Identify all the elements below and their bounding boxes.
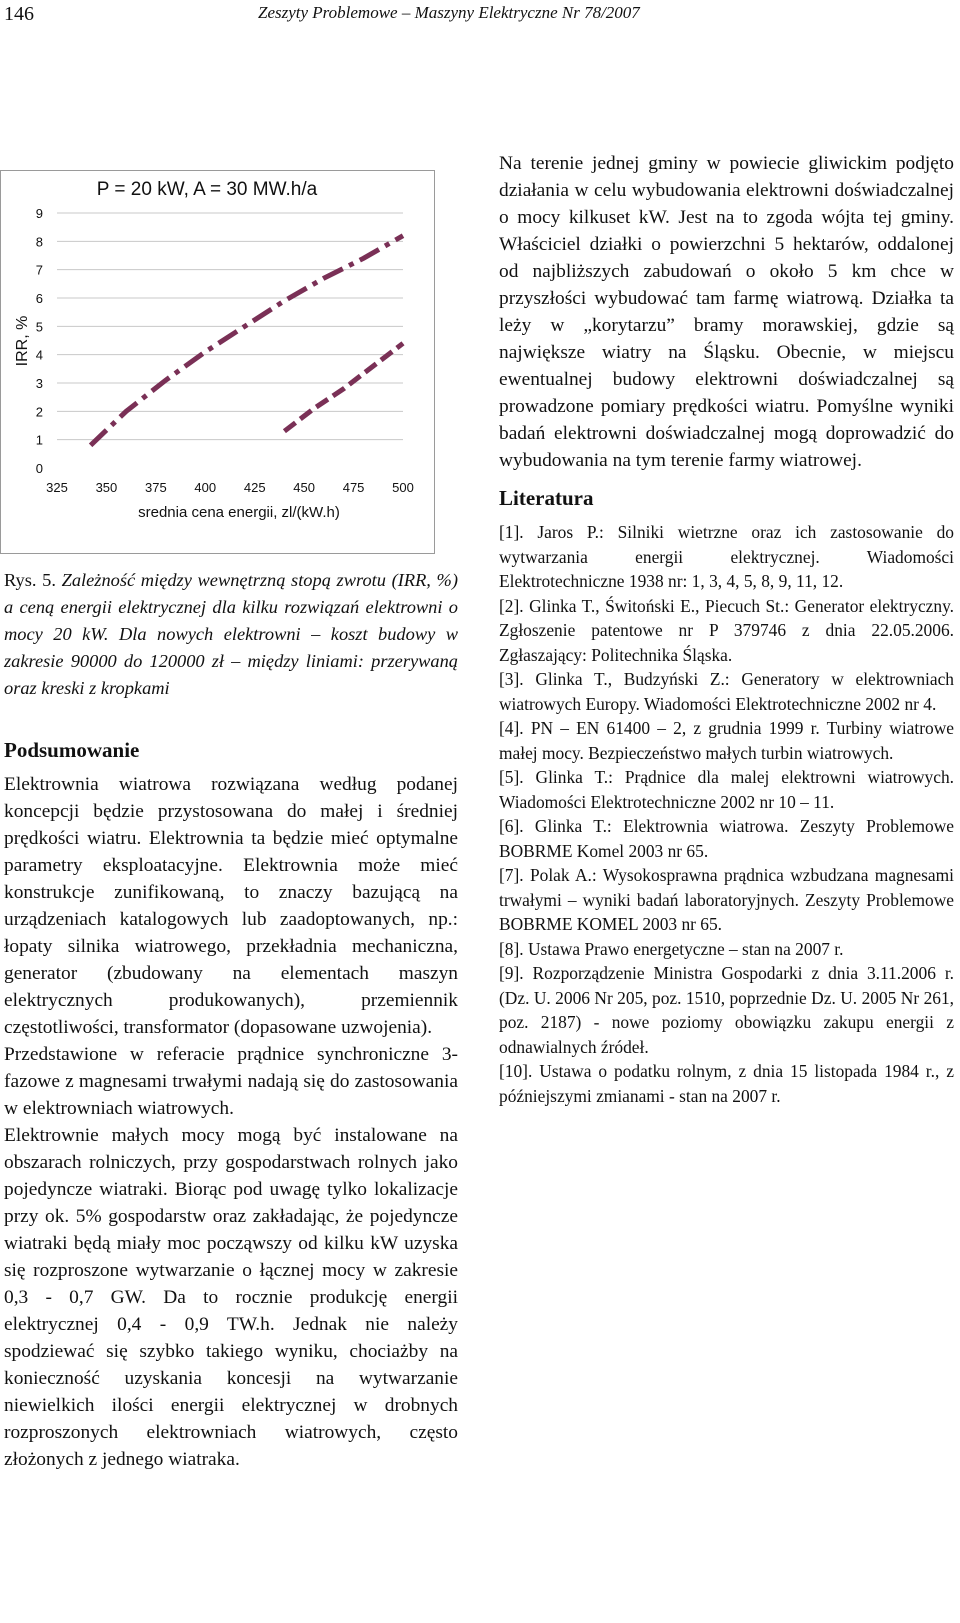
chart-y-axis-label: IRR, % [14,315,31,367]
chart-x-tick-label: 475 [342,480,365,495]
reference-item: [6]. Glinka T.: Elektrownia wiatrowa. Zeszyty Problemowe BOBRME Komel 2003 nr 65. [499,816,954,861]
chart-y-tick-label: 6 [35,291,43,306]
reference-item: [10]. Ustawa o podatku rolnym, z dnia 15 listopada 1984 r., z późniejszymi zmianami - stan na 2007 r. [499,1061,954,1106]
reference-item: [7]. Polak A.: Wysokosprawna prądnica wzbudzana magnesami trwałymi – wyniki badań laboratoryjnych. Zeszyty Problemowe BOBRME KOMEL 2003 nr 65. [499,865,954,934]
reference-item: [2]. Glinka T., Świtoński E., Piecuch St.: Generator elektryczny. Zgłoszenie patentowe nr P 379746 z dnia 22.05.2006. Zgłaszający: Politechnika Śląska. [499,595,954,665]
chart-x-tick-label: 425 [243,480,266,495]
summary-paragraph: Elektrownie małych mocy mogą być instalowane na obszarach rolniczych, przy gospodarstwach rolnych jako pojedyncze wiatraki. Biorąc pod uwagę tylko lokalizacje przy ok. 5% gospodarstw oraz zakładając, że pojedyncze wiatraki będą miały moc począwszy od kilku kW uzyska się rozproszone wytwarzanie o łącznej mocy w zakresie 0,3 - 0,7 GW. Da to rocznie produkcję energii elektrycznej 0,4 - 0,9 TW.h. Jednak nie należy spodziewać się szybko takiego wyniku, chociażby na konieczność uzyskania koncesji na wytwarzanie niewielkich ilości energii elektrycznej w drobnych rozproszonych elektrowniach wiatrowych, często złożonych z jednego wiatraka. [4,1125,458,1470]
chart-x-tick-label: 325 [46,480,68,495]
summary-heading: Podsumowanie [4,738,140,762]
chart-y-tick-label: 5 [35,319,43,335]
reference-item: [8]. Ustawa Prawo energetyczne – stan na 2007 r. [499,938,844,959]
chart-x-tick-label: 450 [293,480,315,495]
references-heading: Literatura [499,486,594,510]
body-paragraph: Na terenie jednej gminy w powiecie gliwickim podjęto działania w celu wybudowania elektrowni doświadczalnej o mocy kilkuset kW. Jest na to zgoda wójta tej gminy. Właściciel działki o powierzchni 5 hektarów, oddalonej od najbliższych zabudowań o około 5 km chce w przyszłości wybudować tam farmę wiatrową. Działka ta leży w „korytarzu” bramy morawskiej, gdzie są największe wiatry na Śląsku. Obecnie, w miejscu ewentualnej budowy elektrowni doświadczalnej są prowadzone pomiary prędkości wiatru. Pomyślne wyniki badań elektrowni doświadczalnej mogą doprowadzić do wybudowania na tym terenie farmy wiatrowej. [499,153,954,471]
chart-x-tick-label: 350 [95,480,118,495]
reference-item: [5]. Glinka T.: Prądnice dla malej elektrowni wiatrowych. Wiadomości Elektrotechniczne 2002 nr 10 – 11. [499,767,954,812]
chart-x-axis-label: srednia cena energii, zl/(kW.h) [138,504,340,521]
left-column [4,738,458,1473]
chart-y-tick-label: 7 [35,262,43,278]
summary-paragraph: Przedstawione w referacie prądnice synchroniczne 3-fazowe z magnesami trwałymi nadają się do zastosowania w elektrowniach wiatrowych. [4,1044,458,1119]
reference-item: [1]. Jaros P.: Silniki wietrzne oraz ich zastosowanie do wytwarzania energii elektrycznej. Wiadomości Elektrotechniczne 1938 nr: 1, 3, 4, 5, 8, 9, 11, 12. [499,522,954,591]
chart-y-tick-label: 8 [35,234,43,250]
reference-item: [3]. Glinka T., Budzyński Z.: Generatory w elektrowniach wiatrowych Europy. Wiadomości Elektrotechniczne 2002 nr 4. [499,669,954,714]
chart-x-tick-label: 400 [194,480,217,495]
page-number: 146 [4,3,34,25]
caption-label: Rys. 5. [4,570,56,590]
journal-title: Zeszyty Problemowe – Maszyny Elektryczne Nr 78/2007 [258,3,640,22]
figure-caption [4,567,458,702]
irr-chart [0,170,435,554]
chart-series-line-1 [91,236,403,446]
caption-text: Zależność między wewnętrzną stopą zwrotu (IRR, %) a ceną energii elektrycznej dla kilku rozwiązań elektrowni o mocy 20 kW. Dla nowych elektrowni – koszt budowy w zakresie 90000 do 120000 zł – między liniami: przerywaną oraz kreski z kropkami [4,570,459,698]
chart-y-tick-label: 0 [35,461,43,476]
chart-y-tick-label: 4 [35,347,43,363]
chart-y-tick-label: 3 [35,376,43,391]
summary-paragraph: Elektrownia wiatrowa rozwiązana według podanej koncepcji będzie przystosowana do małej i średniej prędkości wiatru. Elektrownia ta będzie mieć optymalne parametry eksploatacyjne. Elektrownia może mieć konstrukcje zunifikowaną, to znaczy bazującą na urządzeniach katalogowych lub zaadoptowanych, np.: łopaty silnika wiatrowego, przekładnia mechaniczna, generator (zbudowany na elementach maszyn elektrycznych produkowanych), przemiennik częstotliwości, transformator (dopasowane uzwojenia). [4,774,458,1038]
reference-item: [9]. Rozporządzenie Ministra Gospodarki z dnia 3.11.2006 r. (Dz. U. 2006 Nr 205, poz. 1510, poprzednie Dz. U. 2005 Nr 261, poz. 2187) - nowe poziomy obowiązku zakupu energii z odnawialnych źródeł. [499,963,954,1057]
chart-y-tick-label: 9 [35,206,43,221]
chart-x-tick-label: 500 [392,480,414,495]
chart-y-tick-label: 1 [35,432,43,448]
right-column [499,150,954,1108]
reference-item: [4]. PN – EN 61400 – 2, z grudnia 1999 r. Turbiny wiatrowe małej mocy. Bezpieczeństwo małych turbin wiatrowych. [499,718,954,763]
reference-list [499,520,954,1108]
chart-x-tick-label: 375 [145,480,167,495]
chart-series-line-2 [284,343,403,431]
chart-y-tick-label: 2 [35,404,43,420]
page-header [0,0,960,30]
irr-chart-svg [1,171,436,555]
chart-title: P = 20 kW, A = 30 MW.h/a [96,179,318,200]
